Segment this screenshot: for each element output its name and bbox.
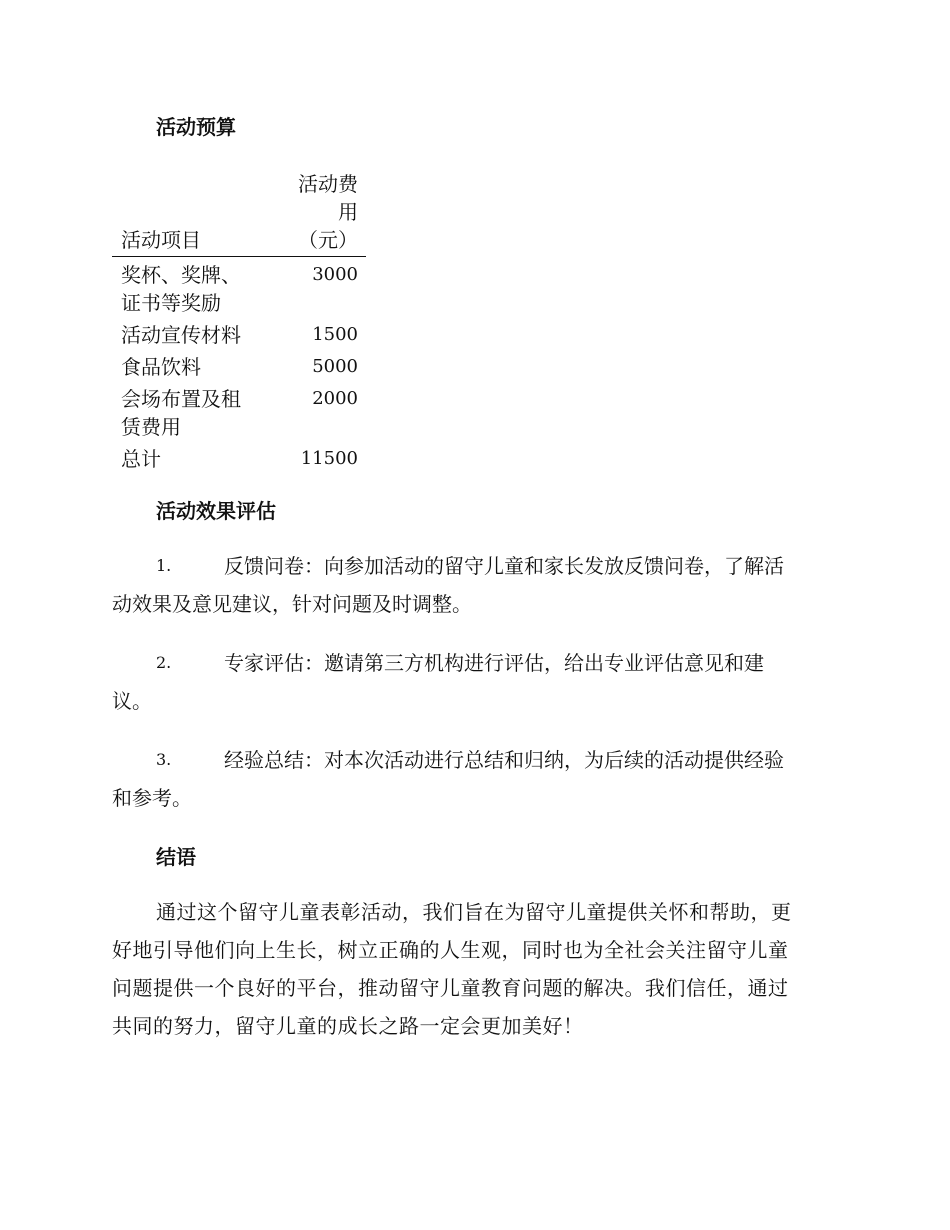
table-header bbox=[112, 170, 366, 257]
row-cost-cell: 3000 bbox=[312, 264, 358, 285]
conclusion-heading: 结语 bbox=[156, 845, 196, 869]
list-item bbox=[112, 547, 838, 623]
list-item-text: 经验总结：对本次活动进行总结和归纳，为后续的活动提供经验 bbox=[224, 748, 784, 772]
paragraph-line: 通过这个留守儿童表彰活动，我们旨在为留守儿童提供关怀和帮助，更 bbox=[156, 900, 792, 924]
list-item bbox=[112, 741, 838, 817]
row-cost-cell: 2000 bbox=[312, 388, 358, 409]
list-number: 1. bbox=[156, 556, 172, 575]
column-header-item: 活动项目 bbox=[121, 228, 201, 252]
budget-heading: 活动预算 bbox=[156, 115, 236, 139]
list-number: 2. bbox=[156, 653, 172, 672]
row-item-text: 会场布置及租 bbox=[121, 387, 241, 411]
table-row bbox=[112, 349, 366, 381]
column-header-cost-line: （元） bbox=[298, 228, 358, 252]
list-number: 3. bbox=[156, 750, 172, 769]
paragraph-line: 问题提供一个良好的平台，推动留守儿童教育问题的解决。我们信任，通过 bbox=[112, 976, 789, 1000]
row-item-text: 奖杯、奖牌、 bbox=[121, 263, 241, 287]
row-item-text: 活动宣传材料 bbox=[121, 323, 241, 347]
table-row bbox=[112, 317, 366, 349]
list-item-text: 动效果及意见建议，针对问题及时调整。 bbox=[112, 592, 472, 616]
row-cost-cell: 5000 bbox=[312, 356, 358, 377]
row-item-text: 证书等奖励 bbox=[121, 291, 221, 315]
budget-table bbox=[112, 170, 366, 473]
row-item-text: 总计 bbox=[121, 447, 161, 471]
table-row-total bbox=[112, 441, 366, 473]
paragraph-line: 好地引导他们向上生长，树立正确的人生观，同时也为全社会关注留守儿童 bbox=[112, 938, 789, 962]
row-item-text: 赁费用 bbox=[121, 415, 181, 439]
row-item-cell bbox=[112, 261, 261, 317]
paragraph-line: 共同的努力，留守儿童的成长之路一定会更加美好！ bbox=[112, 1014, 584, 1038]
table-row bbox=[112, 257, 366, 317]
list-item-text: 议。 bbox=[112, 689, 152, 713]
list-item bbox=[112, 644, 838, 720]
column-header-cost-line: 用 bbox=[338, 200, 358, 224]
conclusion-paragraph bbox=[112, 893, 838, 1045]
column-header-cost bbox=[288, 170, 358, 254]
row-item-cell bbox=[112, 353, 261, 381]
evaluation-heading: 活动效果评估 bbox=[156, 499, 276, 523]
row-item-cell bbox=[112, 445, 261, 473]
row-item-cell bbox=[112, 385, 261, 441]
list-item-text: 专家评估：邀请第三方机构进行评估，给出专业评估意见和建 bbox=[224, 651, 764, 675]
row-cost-cell: 11500 bbox=[300, 448, 358, 469]
table-row bbox=[112, 381, 366, 441]
row-item-text: 食品饮料 bbox=[121, 355, 201, 379]
list-item-text: 和参考。 bbox=[112, 786, 192, 810]
column-header-cost-line: 活动费 bbox=[298, 172, 358, 196]
list-item-text: 反馈问卷：向参加活动的留守儿童和家长发放反馈问卷，了解活 bbox=[224, 554, 784, 578]
row-item-cell bbox=[112, 321, 261, 349]
row-cost-cell: 1500 bbox=[312, 324, 358, 345]
